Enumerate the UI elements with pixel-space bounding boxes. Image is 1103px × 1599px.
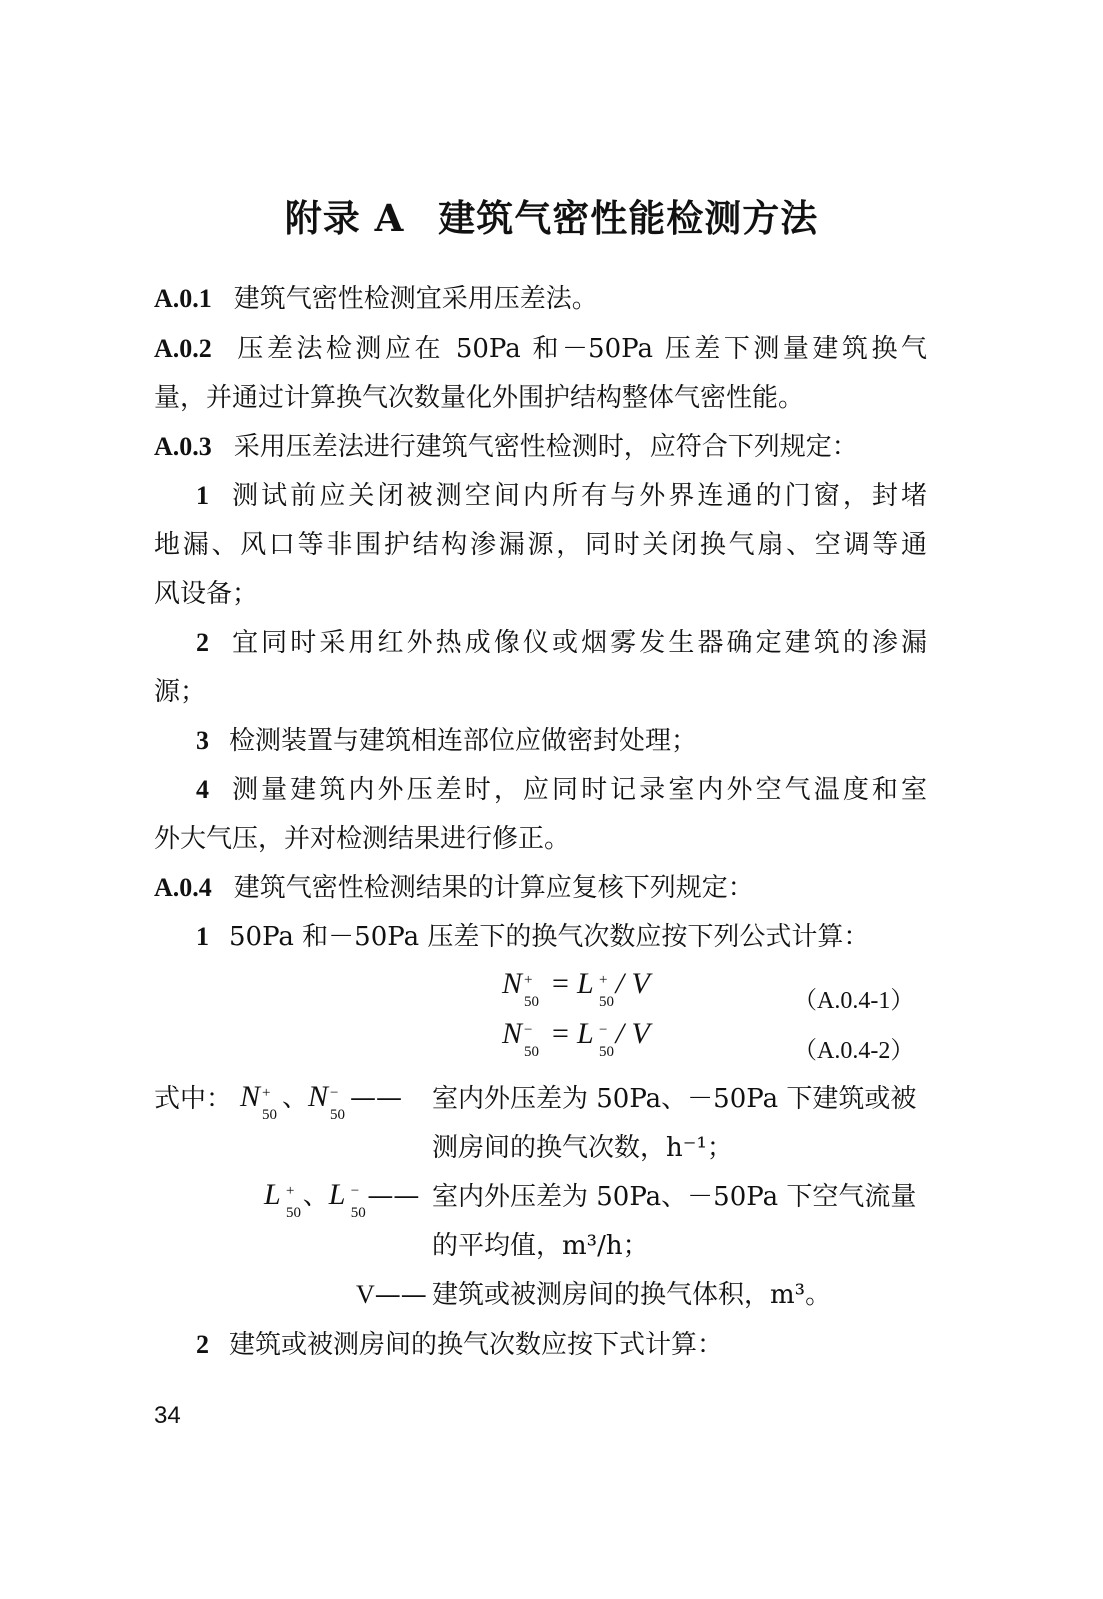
appendix-title: 建筑气密性能检测方法 — [438, 196, 819, 240]
equation-2: N − 50 = L − 50 / V — [502, 1017, 650, 1060]
item-1-line3: 风设备； — [154, 579, 259, 609]
page-title — [0, 188, 1103, 242]
clause-a02-line2: 量，并通过计算换气次数量化外围护结构整体气密性能。 — [154, 383, 805, 413]
item-1-line1: 1 测试前应关闭被测空间内所有与外界连通的门窗，封堵 — [196, 481, 927, 511]
clause-a03: A.0.3 采用压差法进行建筑气密性检测时，应符合下列规定： — [154, 432, 858, 462]
clause-number: A.0.4 — [154, 873, 212, 902]
item-3-line1: 3 检测装置与建筑相连部位应做密封处理； — [196, 726, 698, 756]
item-2-line2: 源； — [154, 677, 207, 707]
def-2-line2: 的平均值，m³/h； — [432, 1231, 649, 1261]
def-1-line1: 室内外压差为 50Pa、－50Pa 下建筑或被 — [432, 1084, 917, 1114]
item-4-line1: 4 测量建筑内外压差时，应同时记录室内外空气温度和室 — [196, 775, 927, 805]
def-3-line1: 建筑或被测房间的换气体积，m³。 — [432, 1280, 832, 1310]
equation-1-label: （A.0.4-1） — [793, 988, 915, 1014]
clause-a01: A.0.1 建筑气密性检测宜采用压差法。 — [154, 284, 598, 314]
clause-number: A.0.2 — [154, 334, 212, 363]
def-2-symbols: L + 50 、L − 50 —— — [264, 1178, 420, 1221]
def-3-symbol: V—— — [356, 1280, 427, 1310]
clause-a02-line1: A.0.2 压差法检测应在 50Pa 和－50Pa 压差下测量建筑换气 — [154, 334, 927, 364]
equation-1: N + 50 = L + 50 / V — [502, 967, 650, 1010]
def-1-symbols: N + 50 、N − 50 —— — [240, 1080, 403, 1123]
def-1-line2: 测房间的换气次数，h⁻¹； — [432, 1133, 733, 1163]
a04-item-2: 2 建筑或被测房间的换气次数应按下式计算： — [196, 1330, 724, 1360]
where-label: 式中： — [154, 1084, 233, 1114]
a04-item-1: 1 50Pa 和－50Pa 压差下的换气次数应按下列公式计算： — [196, 922, 870, 952]
clause-a04: A.0.4 建筑气密性检测结果的计算应复核下列规定： — [154, 873, 754, 903]
clause-number: A.0.1 — [154, 284, 212, 313]
item-1-line2: 地漏、风口等非围护结构渗漏源，同时关闭换气扇、空调等通 — [154, 530, 927, 560]
page-number: 34 — [154, 1402, 181, 1429]
appendix-label: 附录 A — [284, 196, 405, 240]
equation-2-label: （A.0.4-2） — [793, 1038, 915, 1064]
clause-number: A.0.3 — [154, 432, 212, 461]
def-2-line1: 室内外压差为 50Pa、－50Pa 下空气流量 — [432, 1182, 917, 1212]
item-4-line2: 外大气压，并对检测结果进行修正。 — [154, 824, 571, 854]
item-2-line1: 2 宜同时采用红外热成像仪或烟雾发生器确定建筑的渗漏 — [196, 628, 927, 658]
